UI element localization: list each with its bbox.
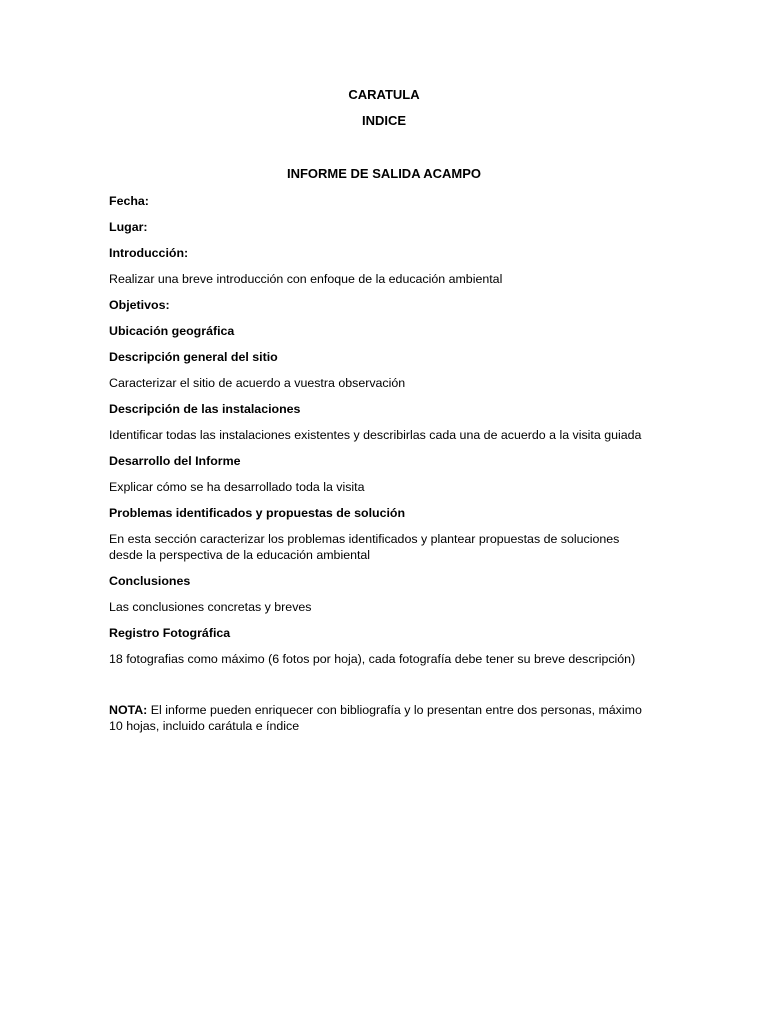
objetivos-heading: Objetivos:: [109, 298, 170, 312]
problemas-heading: Problemas identificados y propuestas de solución: [109, 506, 406, 520]
informe-title: INFORME DE SALIDA ACAMPO: [286, 166, 482, 181]
note-label: NOTA:: [109, 703, 148, 717]
note-paragraph: [109, 702, 649, 734]
descripcion-sitio-heading: Descripción general del sitio: [109, 350, 278, 364]
registro-heading: Registro Fotográfica: [109, 626, 231, 640]
desarrollo-text: Explicar cómo se ha desarrollado toda la visita: [109, 480, 365, 494]
lugar-label: Lugar:: [109, 220, 148, 234]
fecha-label: Fecha:: [109, 194, 149, 208]
caratula-heading: CARATULA: [348, 87, 420, 102]
conclusiones-text: Las conclusiones concretas y breves: [109, 600, 312, 614]
conclusiones-heading: Conclusiones: [109, 574, 191, 588]
introduccion-text: Realizar una breve introducción con enfoque de la educación ambiental: [109, 272, 503, 286]
problemas-text: En esta sección caracterizar los problemas identificados y plantear propuestas de soluciones desde la perspectiva de la educación ambiental: [109, 532, 620, 562]
introduccion-heading: Introducción:: [109, 246, 189, 260]
descripcion-instalaciones-text: Identificar todas las instalaciones existentes y describirlas cada una de acuerdo a la visita guiada: [109, 428, 642, 442]
registro-text: 18 fotografias como máximo (6 fotos por hoja), cada fotografía debe tener su breve descripción): [109, 652, 636, 666]
indice-heading: INDICE: [361, 113, 407, 128]
descripcion-sitio-text: Caracterizar el sitio de acuerdo a vuestra observación: [109, 376, 406, 390]
ubicacion-heading: Ubicación geográfica: [109, 324, 235, 338]
descripcion-instalaciones-heading: Descripción de las instalaciones: [109, 402, 301, 416]
desarrollo-heading: Desarrollo del Informe: [109, 454, 241, 468]
document-body: [109, 193, 649, 734]
note-text: El informe pueden enriquecer con bibliografía y lo presentan entre dos personas, máximo 10 hojas, incluido carátula e índice: [109, 703, 642, 733]
